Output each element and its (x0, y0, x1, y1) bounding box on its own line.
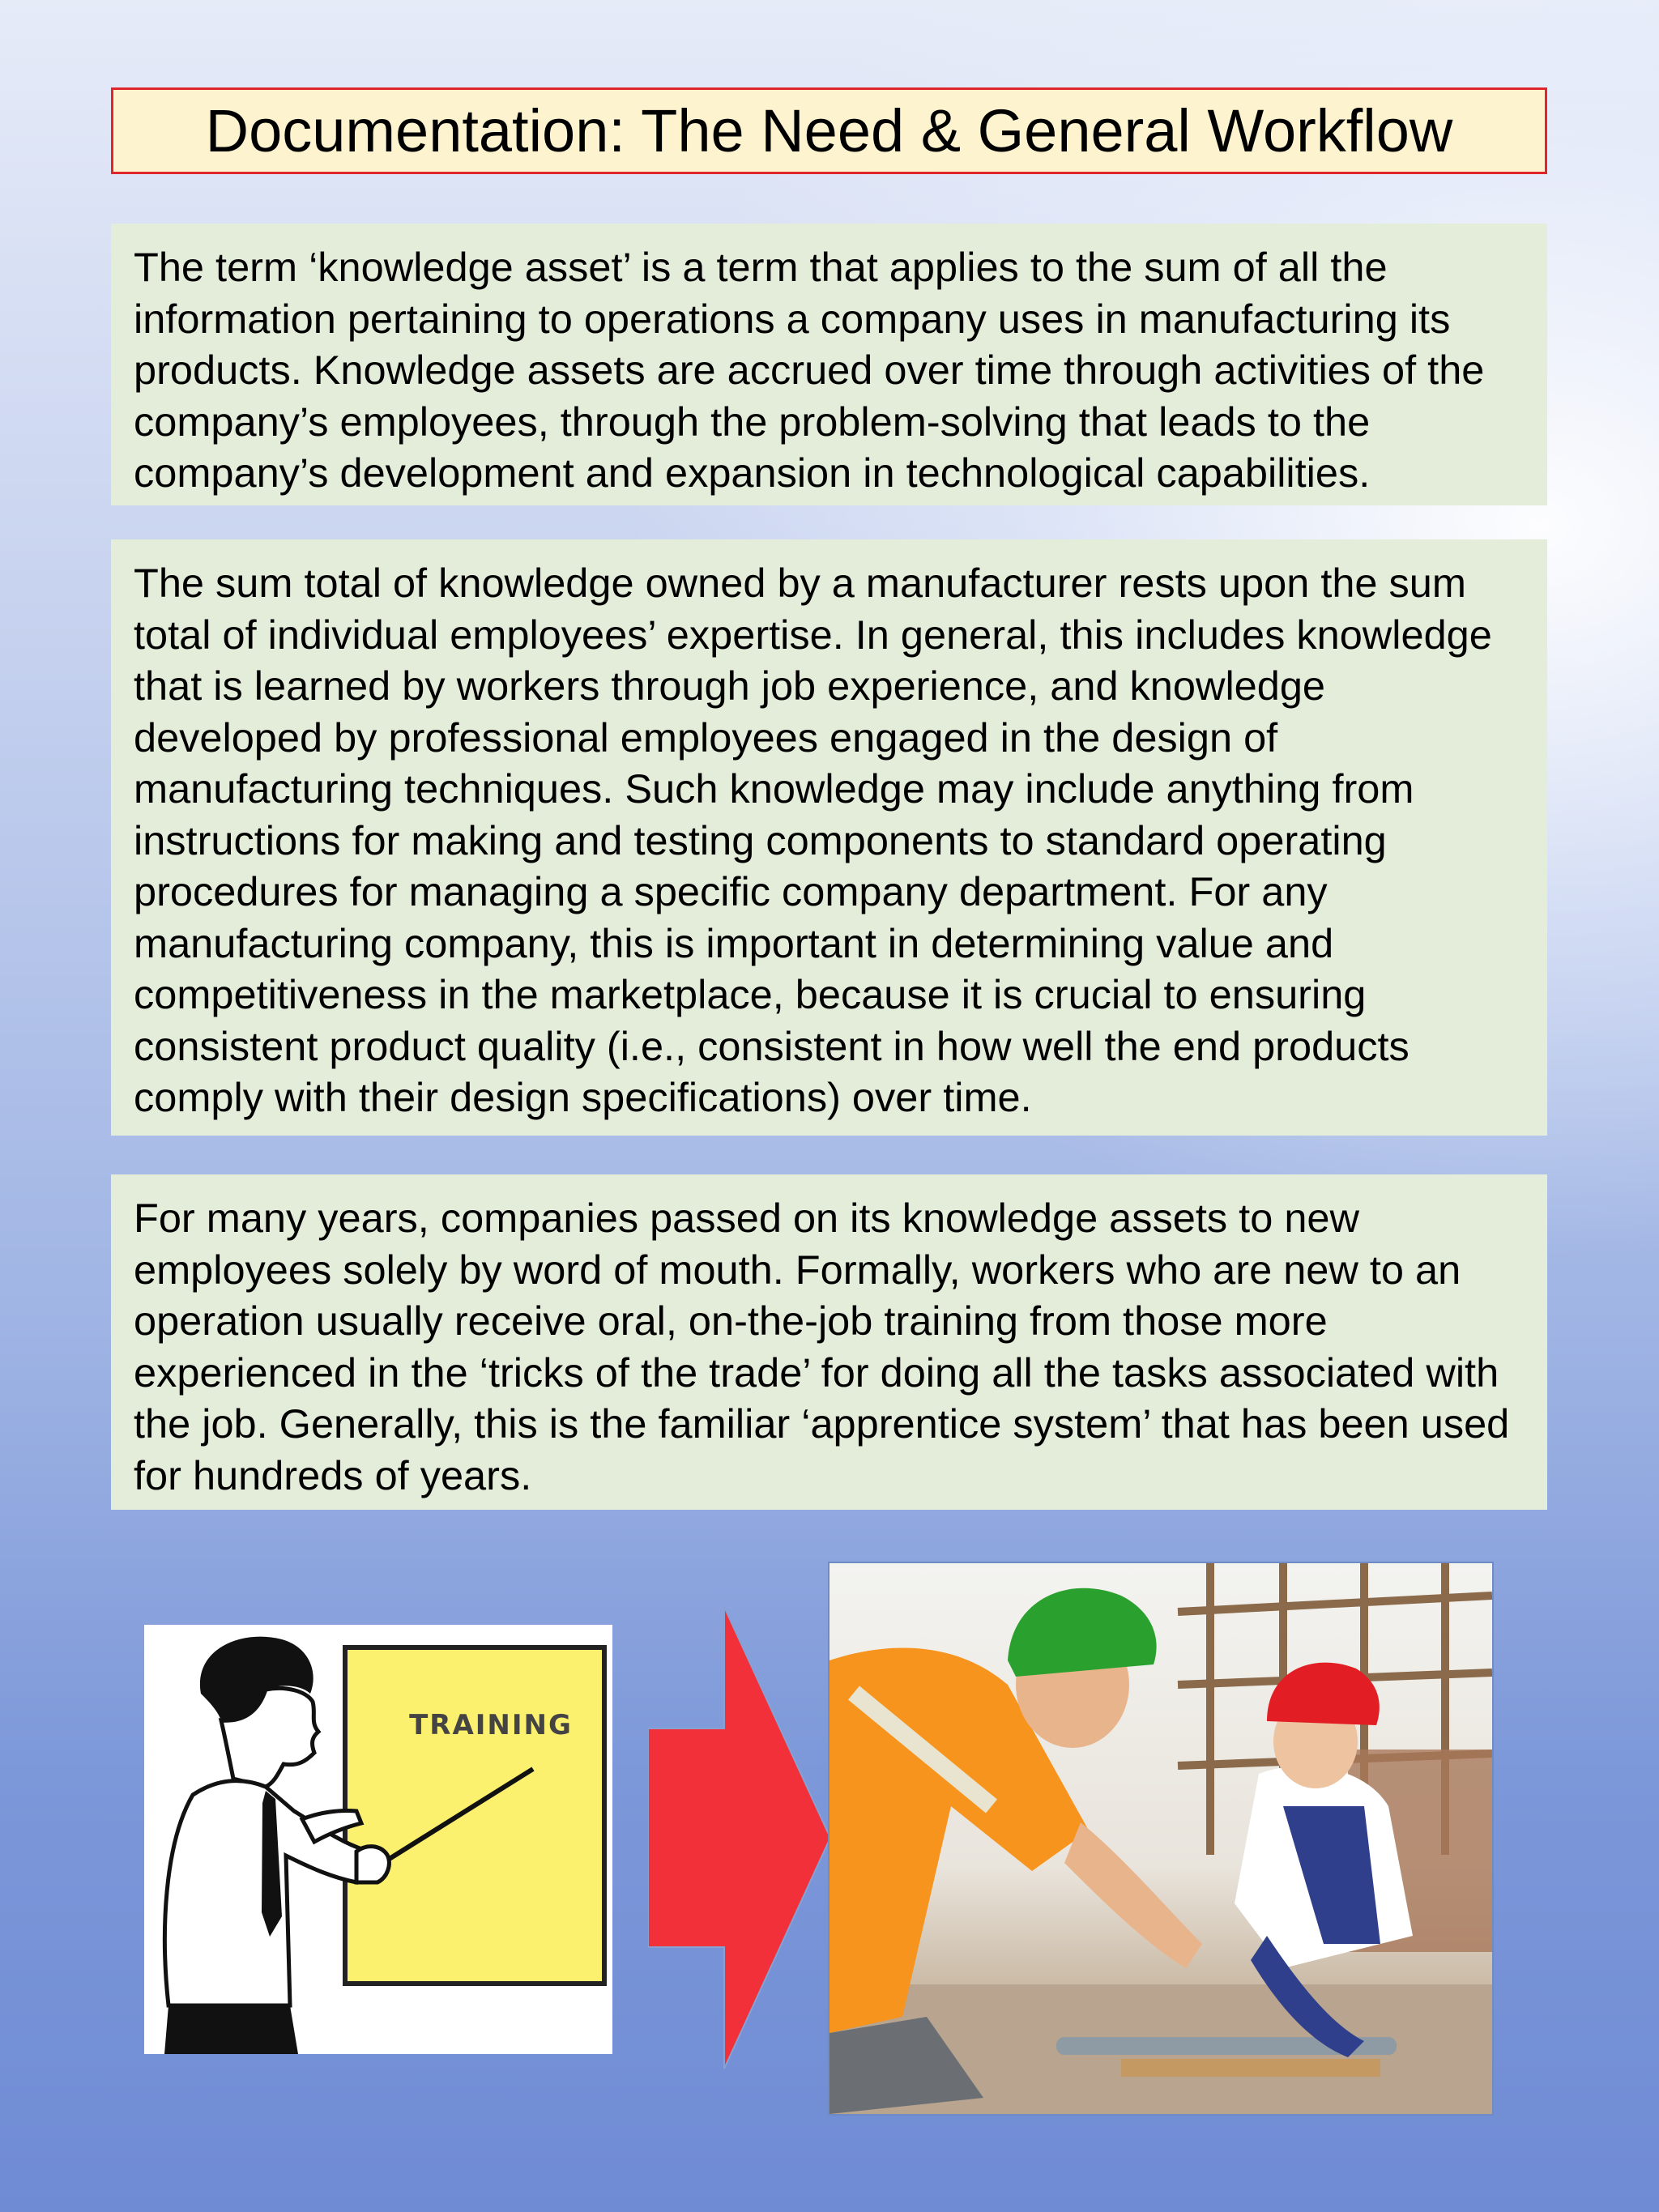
paragraph-knowledge-asset: The term ‘knowledge asset’ is a term that applies to the sum of all the information pertaining to operations a company uses in manufacturing its products. Knowledge assets are accrued over time through activities of the company’s employees, through the problem-solving that leads to the company’s development and expansion in technological capabilities. (134, 244, 1485, 496)
page-title: Documentation: The Need & General Workflow (205, 96, 1453, 164)
wooden-plank (1121, 2059, 1380, 2077)
training-board (345, 1647, 604, 1984)
text-box-knowledge-asset (111, 224, 1547, 505)
apprentice-workers-illustration (830, 1563, 1492, 2114)
trainer-hand (356, 1847, 389, 1882)
trainer-trousers (164, 2005, 298, 2054)
worker-arm (1064, 1822, 1202, 1968)
trainer-illustration (144, 1625, 612, 2054)
workers-photo (828, 1562, 1494, 2116)
right-arrow-icon (648, 1607, 834, 2069)
training-board-label: TRAINING (409, 1709, 573, 1741)
title-box (111, 87, 1547, 174)
text-box-word-of-mouth (111, 1174, 1547, 1510)
text-box-sum-total-knowledge (111, 539, 1547, 1136)
training-clipart (144, 1625, 612, 2054)
paragraph-word-of-mouth: For many years, companies passed on its knowledge assets to new employees solely by word of mouth. Formally, workers who are new to an operation usually receive oral, on-the-job training from those more experienced in the ‘tricks of the trade’ for doing all the tasks associated with the job. Generally, this is the familiar ‘apprentice system’ that has been used for hundreds of years. (134, 1195, 1510, 1498)
green-hard-hat (1008, 1588, 1157, 1677)
paragraph-sum-total-knowledge: The sum total of knowledge owned by a manufacturer rests upon the sum total of individual employees’ expertise. In general, this includes knowledge that is learned by workers through job experience, and knowledge developed by professional employees engaged in the design of manufacturing techniques. Such knowledge may include anything from instructions for making and testing components to standard operating procedures for managing a specific company department. For any manufacturing company, this is important in determining value and competitiveness in the marketplace, because it is crucial to ensuring consistent product quality (i.e., consistent in how well the end products comply with their design specifications) over time. (134, 560, 1492, 1120)
